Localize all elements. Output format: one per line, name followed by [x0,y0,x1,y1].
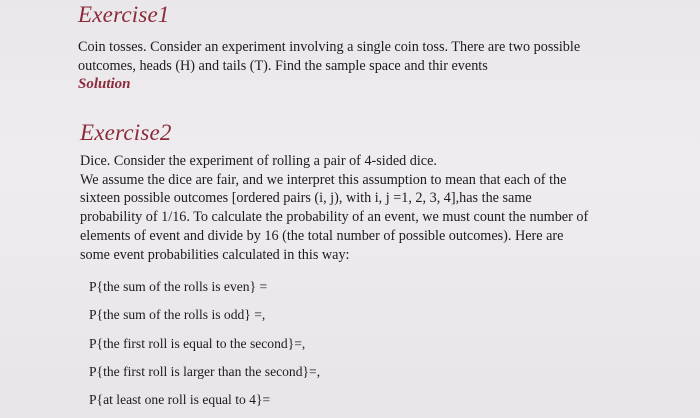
exercise2-line: elements of event and divide by 16 (the total number of possible outcomes). Here are [80,227,564,244]
exercise2-line: Dice. Consider the experiment of rolling a pair of 4-sided dice. [80,153,437,169]
exercise2-text [80,152,588,264]
probability-item: P{at least one roll is equal to 4}= [89,392,271,407]
probability-item: P{the sum of the rolls is odd} =, [89,307,266,322]
exercise1-line: Coin tosses. Consider an experiment involving a single coin toss. There are two possible [78,39,581,55]
exercise1-line: outcomes, heads (H) and tails (T). Find the sample space and thir events [78,58,488,74]
exercise2-line: sixteen possible outcomes [ordered pairs (i, j), with i, j =1, 2, 3, 4],has the same [80,190,532,207]
probability-item: P{the first roll is equal to the second}=, [89,336,306,351]
exercise1-title: Exercise1 [78,2,170,27]
exercise2-line: We assume the dice are fair, and we interpret this assumption to mean that each of the [80,171,567,188]
exercise2-line: some event probabilities calculated in this way: [80,246,350,263]
solution-label: Solution [78,76,131,92]
exercise2-title: Exercise2 [80,120,172,145]
probability-item: P{the first roll is larger than the second}=, [89,364,321,379]
exercise1-text [78,38,580,76]
exercise2-line: probability of 1/16. To calculate the probability of an event, we must count the number of [80,209,589,226]
probability-item: P{the sum of the rolls is even} = [89,279,268,294]
